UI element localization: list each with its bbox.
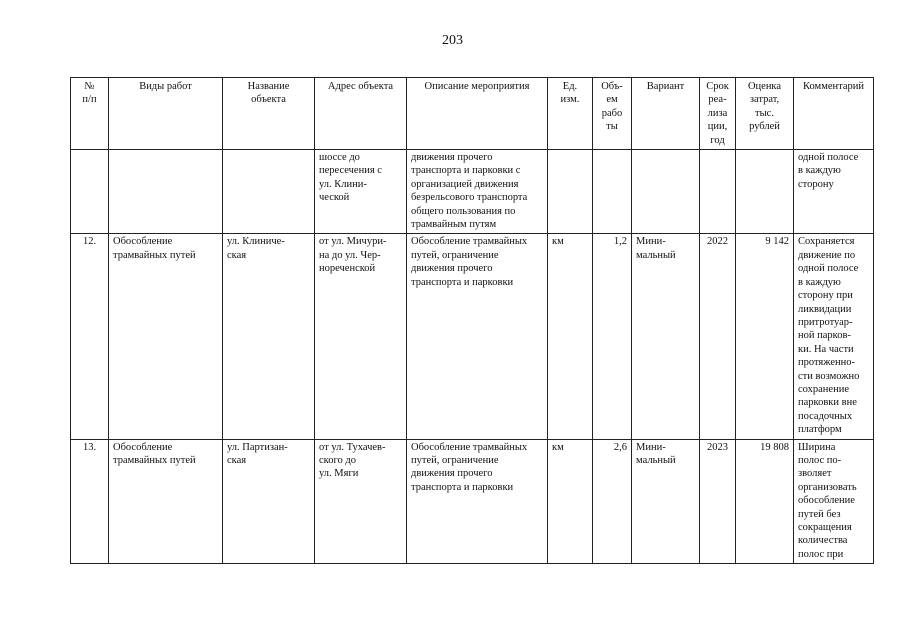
row-unit: км bbox=[548, 439, 593, 564]
row-num bbox=[71, 150, 109, 234]
row-num: 13. bbox=[71, 439, 109, 564]
header-comment: Комментарий bbox=[794, 78, 874, 150]
row-volume bbox=[593, 150, 632, 234]
row-address: от ул. Мичури- на до ул. Чер- нореченской bbox=[315, 234, 407, 439]
row-variant: Мини- мальный bbox=[632, 439, 700, 564]
row-variant bbox=[632, 150, 700, 234]
row-num: 12. bbox=[71, 234, 109, 439]
table-row bbox=[71, 150, 874, 234]
header-variant: Вариант bbox=[632, 78, 700, 150]
header-description: Описание мероприятия bbox=[407, 78, 548, 150]
works-table bbox=[70, 77, 874, 564]
row-cost: 19 808 bbox=[736, 439, 794, 564]
header-address: Адрес объекта bbox=[315, 78, 407, 150]
row-object-name: ул. Партизан- ская bbox=[223, 439, 315, 564]
row-work-type: Обособление трамвайных путей bbox=[109, 439, 223, 564]
table-row bbox=[71, 234, 874, 439]
row-cost bbox=[736, 150, 794, 234]
row-unit bbox=[548, 150, 593, 234]
row-address: от ул. Тухачев- ского до ул. Мяги bbox=[315, 439, 407, 564]
header-term: Срок реа- лиза ции, год bbox=[700, 78, 736, 150]
row-variant: Мини- мальный bbox=[632, 234, 700, 439]
table-row bbox=[71, 439, 874, 564]
row-term: 2023 bbox=[700, 439, 736, 564]
header-unit: Ед. изм. bbox=[548, 78, 593, 150]
row-address: шоссе до пересечения с ул. Клини- ческой bbox=[315, 150, 407, 234]
row-volume: 1,2 bbox=[593, 234, 632, 439]
row-comment: одной полосе в каждую сторону bbox=[794, 150, 874, 234]
row-object-name: ул. Клиниче- ская bbox=[223, 234, 315, 439]
header-cost: Оценка затрат, тыс. рублей bbox=[736, 78, 794, 150]
row-object-name bbox=[223, 150, 315, 234]
header-work-type: Виды работ bbox=[109, 78, 223, 150]
row-unit: км bbox=[548, 234, 593, 439]
table-header-row bbox=[71, 78, 874, 150]
row-description: Обособление трамвайных путей, ограничение движения прочего транспорта и парковки bbox=[407, 439, 548, 564]
page-number: 203 bbox=[442, 33, 463, 48]
row-work-type: Обособление трамвайных путей bbox=[109, 234, 223, 439]
row-term: 2022 bbox=[700, 234, 736, 439]
row-term bbox=[700, 150, 736, 234]
row-description: Обособление трамвайных путей, ограничение движения прочего транспорта и парковки bbox=[407, 234, 548, 439]
row-volume: 2,6 bbox=[593, 439, 632, 564]
row-cost: 9 142 bbox=[736, 234, 794, 439]
row-description: движения прочего транспорта и парковки с организацией движения безрельсового транспорта общего пользования по трамвайным путям bbox=[407, 150, 548, 234]
header-volume: Объ- ем рабо ты bbox=[593, 78, 632, 150]
row-comment: Сохраняется движение по одной полосе в каждую сторону при ликвидации притротуар- ной парков- ки. На части протяженно- сти возможно сохранение парковки вне посадочных платформ bbox=[794, 234, 874, 439]
row-comment: Ширина полос по- зволяет организовать обособление путей без сокращения количества полос при bbox=[794, 439, 874, 564]
header-object-name: Название объекта bbox=[223, 78, 315, 150]
header-num: № п/п bbox=[71, 78, 109, 150]
row-work-type bbox=[109, 150, 223, 234]
